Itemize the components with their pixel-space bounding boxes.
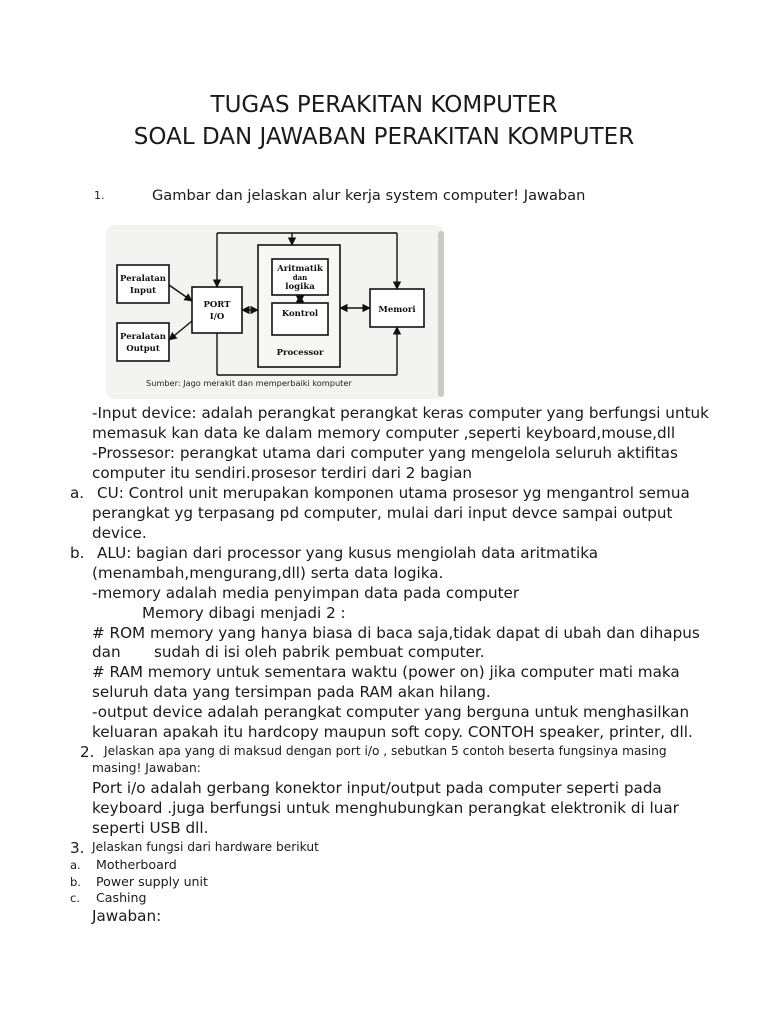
- q3-question: Jelaskan fungsi dari hardware berikut: [92, 840, 319, 854]
- alu-label-3: logika: [285, 282, 315, 292]
- diagram-shadow: [438, 231, 444, 397]
- cu-marker: a.: [70, 484, 85, 502]
- input-device-label-1: Peralatan: [120, 274, 166, 284]
- q3-item-power-supply: Power supply unit: [96, 874, 208, 889]
- q3-item-marker: b.: [70, 875, 81, 889]
- page-title: TUGAS PERAKITAN KOMPUTER: [210, 92, 558, 118]
- q1-text-line: computer itu sendiri.prosesor terdiri dari 2 bagian: [92, 464, 473, 482]
- alu-text-line: -memory adalah media penyimpan data pada computer: [92, 584, 520, 602]
- alu-text-line: (menambah,mengurang,dll) serta data logika.: [92, 564, 444, 582]
- q3-item-marker: a.: [70, 858, 81, 872]
- alu-text-line: dan: [92, 643, 121, 661]
- memory-label: Memori: [378, 305, 416, 315]
- control-box: [272, 303, 328, 335]
- port-label-1: PORT: [203, 300, 231, 310]
- diagram-source: Sumber: Jago merakit dan memperbaiki komputer: [146, 378, 352, 388]
- alu-text-line: Memory dibagi menjadi 2 :: [142, 604, 346, 622]
- alu-text-line: keluaran apakah itu hardcopy maupun soft copy. CONTOH speaker, printer, dll.: [92, 723, 693, 741]
- cu-text-line: device.: [92, 524, 147, 542]
- q2-answer-line: seperti USB dll.: [92, 819, 209, 837]
- input-device-box: [117, 265, 169, 303]
- q3-item-cashing: Cashing: [96, 890, 147, 905]
- input-device-label-2: Input: [129, 286, 157, 296]
- cu-text-line: perangkat yg terpasang pd computer, mulai dari input devce sampai output: [92, 504, 673, 522]
- q3-number: 3.: [70, 839, 85, 857]
- q1-text-line: memasuk kan data ke dalam memory computer ,seperti keyboard,mouse,dll: [92, 424, 676, 442]
- output-device-label-1: Peralatan: [120, 332, 166, 342]
- q3-answer-label: Jawaban:: [92, 907, 162, 925]
- alu-text-line: sudah di isi oleh pabrik pembuat computer.: [154, 643, 485, 661]
- q2-question-line: masing! Jawaban:: [92, 761, 201, 775]
- q1-text-line: -Input device: adalah perangkat perangkat keras computer yang berfungsi untuk: [92, 404, 709, 422]
- q1-number: 1.: [94, 189, 105, 202]
- cu-text-line: CU: Control unit merupakan komponen utama prosesor yg mengantrol semua: [97, 484, 690, 502]
- q3-item-motherboard: Motherboard: [96, 857, 177, 872]
- output-device-box: [117, 323, 169, 361]
- q2-number: 2.: [80, 743, 95, 761]
- page-subtitle: SOAL DAN JAWABAN PERAKITAN KOMPUTER: [133, 124, 635, 150]
- alu-text-line: ALU: bagian dari processor yang kusus mengiolah data aritmatika: [97, 544, 599, 562]
- port-label-2: I/O: [209, 312, 225, 322]
- system-flow-diagram: [106, 225, 444, 399]
- q2-answer-line: keyboard .juga berfungsi untuk menghubungkan perangkat elektronik di luar: [92, 799, 679, 817]
- q1-question: Gambar dan jelaskan alur kerja system computer! Jawaban: [152, 187, 586, 204]
- alu-text-line: # ROM memory yang hanya biasa di baca saja,tidak dapat di ubah dan dihapus: [92, 624, 700, 642]
- output-device-label-2: Output: [126, 344, 160, 354]
- alu-label-2: dan: [292, 273, 308, 282]
- processor-label: Processor: [276, 348, 324, 358]
- alu-text-line: seluruh data yang tersimpan pada RAM akan hilang.: [92, 683, 491, 701]
- port-io-box: [192, 287, 242, 333]
- alu-text-line: -output device adalah perangkat computer yang berguna untuk menghasilkan: [92, 703, 690, 721]
- alu-text-line: # RAM memory untuk sementara waktu (power on) jika computer mati maka: [92, 663, 680, 681]
- alu-marker: b.: [70, 544, 85, 562]
- q2-answer-line: Port i/o adalah gerbang konektor input/output pada computer seperti pada: [92, 779, 662, 797]
- control-label: Kontrol: [281, 309, 319, 319]
- q2-question-line: Jelaskan apa yang di maksud dengan port i/o , sebutkan 5 contoh beserta fungsinya masing: [104, 744, 667, 758]
- q3-item-marker: c.: [70, 891, 80, 905]
- computer-system-diagram: [106, 225, 444, 399]
- alu-label-1: Aritmatik: [277, 264, 323, 274]
- q1-text-line: -Prossesor: perangkat utama dari computer yang mengelola seluruh aktifitas: [92, 444, 678, 462]
